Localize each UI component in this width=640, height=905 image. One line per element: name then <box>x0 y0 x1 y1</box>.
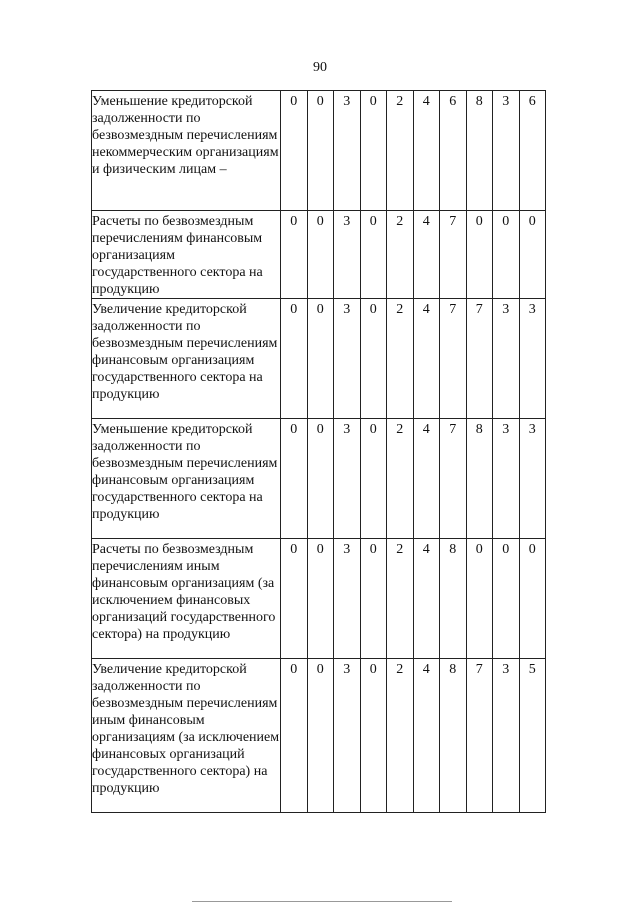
code-digit: 0 <box>360 539 387 659</box>
code-digit: 3 <box>519 299 546 419</box>
code-digit: 7 <box>466 659 493 813</box>
code-digit: 0 <box>519 539 546 659</box>
code-digit: 4 <box>413 211 440 299</box>
code-digit: 0 <box>307 299 334 419</box>
code-digit: 7 <box>440 299 467 419</box>
code-digit: 3 <box>493 419 520 539</box>
code-digit: 4 <box>413 659 440 813</box>
code-digit: 3 <box>493 299 520 419</box>
code-digit: 7 <box>440 419 467 539</box>
code-digit: 0 <box>307 659 334 813</box>
code-digit: 2 <box>387 211 414 299</box>
code-digit: 0 <box>493 539 520 659</box>
code-digit: 0 <box>466 539 493 659</box>
row-label: Увеличение кредиторской задолженности по безвозмездным перечислениям финансовым организациям государственного сектора на продукцию <box>92 299 281 419</box>
code-digit: 0 <box>281 659 308 813</box>
code-digit: 3 <box>493 91 520 211</box>
code-digit: 4 <box>413 91 440 211</box>
row-label: Расчеты по безвозмездным перечислениям финансовым организациям государственного сектора на продукцию <box>92 211 281 299</box>
code-digit: 0 <box>307 91 334 211</box>
code-digit: 3 <box>334 299 361 419</box>
code-digit: 0 <box>360 91 387 211</box>
code-digit: 0 <box>281 299 308 419</box>
code-digit: 3 <box>334 539 361 659</box>
row-label: Увеличение кредиторской задолженности по безвозмездным перечислениям иным финансовым организациям (за исключением финансовых организаций государственного сектора) на продукцию <box>92 659 281 813</box>
code-digit: 2 <box>387 419 414 539</box>
code-digit: 3 <box>334 211 361 299</box>
code-digit: 2 <box>387 91 414 211</box>
code-digit: 8 <box>466 91 493 211</box>
code-digit: 7 <box>440 211 467 299</box>
code-digit: 0 <box>466 211 493 299</box>
table-row <box>92 91 546 211</box>
code-digit: 0 <box>307 539 334 659</box>
code-digit: 2 <box>387 539 414 659</box>
code-digit: 0 <box>360 659 387 813</box>
code-digit: 4 <box>413 299 440 419</box>
table-row <box>92 419 546 539</box>
bottom-divider <box>192 901 452 902</box>
page-number: 90 <box>313 60 327 75</box>
table-row <box>92 299 546 419</box>
row-label: Уменьшение кредиторской задолженности по безвозмездным перечислениям некоммерческим организациям и физическим лицам – <box>92 91 281 211</box>
code-digit: 3 <box>334 419 361 539</box>
account-codes-table <box>91 90 546 813</box>
code-digit: 4 <box>413 539 440 659</box>
row-label: Уменьшение кредиторской задолженности по безвозмездным перечислениям финансовым организациям государственного сектора на продукцию <box>92 419 281 539</box>
code-digit: 0 <box>493 211 520 299</box>
code-digit: 0 <box>281 419 308 539</box>
code-digit: 3 <box>334 91 361 211</box>
code-digit: 6 <box>519 91 546 211</box>
code-digit: 7 <box>466 299 493 419</box>
code-digit: 0 <box>281 539 308 659</box>
code-digit: 3 <box>519 419 546 539</box>
code-digit: 0 <box>307 211 334 299</box>
code-digit: 8 <box>440 659 467 813</box>
code-digit: 3 <box>493 659 520 813</box>
code-digit: 8 <box>466 419 493 539</box>
code-digit: 6 <box>440 91 467 211</box>
table-row <box>92 211 546 299</box>
table-body <box>92 91 546 813</box>
row-label: Расчеты по безвозмездным перечислениям иным финансовым организациям (за исключением финансовых организаций государственного сектора) на продукцию <box>92 539 281 659</box>
code-digit: 3 <box>334 659 361 813</box>
code-digit: 0 <box>281 211 308 299</box>
code-digit: 4 <box>413 419 440 539</box>
table-row <box>92 539 546 659</box>
code-digit: 0 <box>360 299 387 419</box>
code-digit: 0 <box>519 211 546 299</box>
table-row <box>92 659 546 813</box>
code-digit: 8 <box>440 539 467 659</box>
code-digit: 2 <box>387 659 414 813</box>
code-digit: 0 <box>360 211 387 299</box>
code-digit: 0 <box>281 91 308 211</box>
code-digit: 0 <box>307 419 334 539</box>
code-digit: 0 <box>360 419 387 539</box>
code-digit: 5 <box>519 659 546 813</box>
code-digit: 2 <box>387 299 414 419</box>
